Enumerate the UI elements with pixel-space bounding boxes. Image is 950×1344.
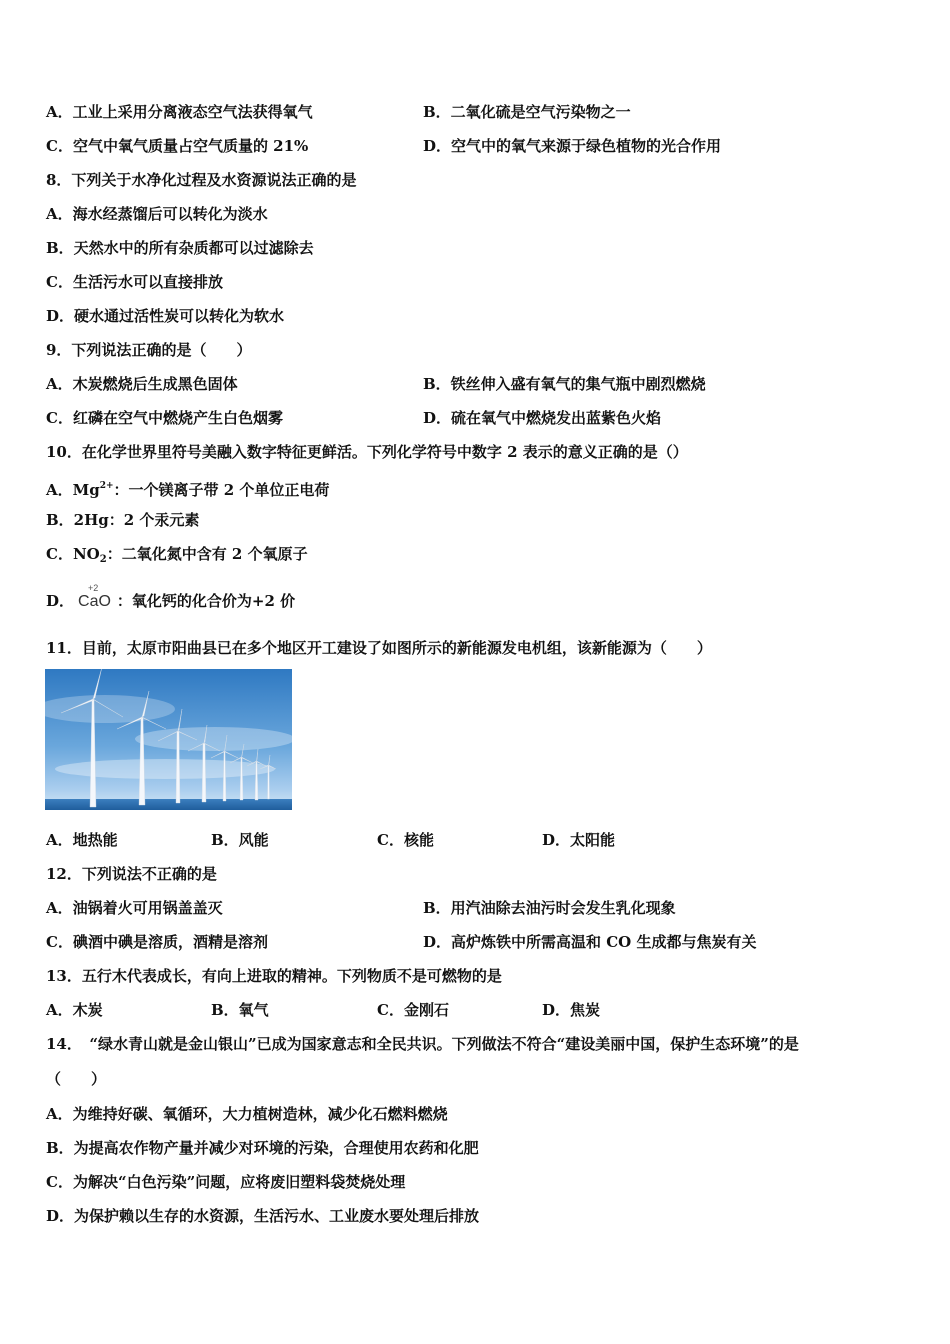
q10-option-d-prefix: D． (46, 592, 75, 610)
q9-option-a: A．木炭燃烧后生成黑色固体 (46, 375, 238, 393)
q7-option-c: C．空气中氧气质量占空气质量的 21% (46, 137, 309, 155)
q14-option-c: C．为解决“白色污染”问题，应将废旧塑料袋焚烧处理 (46, 1173, 406, 1191)
q10-option-c (46, 544, 308, 570)
q13-option-b: B．氧气 (211, 1001, 269, 1019)
q8-option-b: B．天然水中的所有杂质都可以过滤除去 (46, 239, 314, 257)
q8-option-c: C．生活污水可以直接排放 (46, 273, 223, 291)
q12-option-a: A．油锅着火可用锅盖盖灭 (46, 899, 223, 917)
q11-stem: 11．目前，太原市阳曲县已在多个地区开工建设了如图所示的新能源发电机组，该新能源为（ ） (46, 639, 712, 657)
cao-formula-text: CaO (78, 593, 111, 610)
q10-option-a (46, 476, 329, 500)
q13-option-a: A．木炭 (46, 1001, 103, 1019)
q11-option-a: A．地热能 (46, 831, 118, 849)
q14-option-d: D．为保护赖以生存的水资源，生活污水、工业废水要处理后排放 (46, 1207, 480, 1225)
q9-option-d: D．硫在氧气中燃烧发出蓝紫色火焰 (423, 409, 662, 427)
q14-stem: 14． “绿水青山就是金山银山”已成为国家意志和全民共识。下列做法不符合“建设美丽中国，保护生态环境”的是 (46, 1035, 799, 1053)
cao-valence: +2 (88, 583, 99, 593)
q13-stem: 13．五行木代表成长，有向上进取的精神。下列物质不是可燃物的是 (46, 967, 502, 985)
q12-option-row-1 (46, 898, 676, 918)
q10-option-a-prefix: A．Mg (46, 481, 100, 499)
q12-option-d: D．高炉炼铁中所需高温和 CO 生成都与焦炭有关 (423, 933, 757, 951)
wind-turbine-image (45, 669, 292, 810)
q12-option-row-2 (46, 932, 757, 952)
q10-option-a-text: ：一个镁离子带 2 个单位正电荷 (113, 481, 330, 499)
q10-option-a-charge: 2+ (99, 481, 114, 491)
q14-option-b: B．为提高农作物产量并减少对环境的污染，合理使用农药和化肥 (46, 1139, 479, 1157)
q10-option-c-text: ：二氧化氮中含有 2 个氧原子 (106, 545, 308, 563)
q10-option-c-prefix: C．NO (46, 545, 100, 563)
q11-option-d: D．太阳能 (542, 831, 616, 849)
cao-formula (78, 583, 111, 612)
q9-option-row-1 (46, 374, 706, 394)
q12-option-c: C．碘酒中碘是溶质，酒精是溶剂 (46, 933, 268, 951)
q13-option-d: D．焦炭 (542, 1001, 601, 1019)
q9-option-c: C．红磷在空气中燃烧产生白色烟雾 (46, 409, 283, 427)
q9-option-b: B．铁丝伸入盛有氧气的集气瓶中剧烈燃烧 (423, 375, 706, 393)
q10-option-b: B．2Hg：2 个汞元素 (46, 511, 200, 529)
q10-option-d (46, 583, 296, 612)
q14-option-a: A．为维持好碳、氧循环，大力植树造林，减少化石燃料燃烧 (46, 1105, 448, 1123)
q14-stem-bracket: （ ） (46, 1070, 107, 1088)
q12-option-b: B．用汽油除去油污时会发生乳化现象 (423, 899, 676, 917)
q8-option-a: A．海水经蒸馏后可以转化为淡水 (46, 205, 268, 223)
q11-option-b: B．风能 (211, 831, 269, 849)
q13-option-c: C．金刚石 (377, 1001, 449, 1019)
q7-option-row-1 (46, 102, 631, 122)
q8-option-d: D．硬水通过活性炭可以转化为软水 (46, 307, 285, 325)
q12-stem: 12．下列说法不正确的是 (46, 865, 217, 883)
q9-option-row-2 (46, 408, 662, 428)
q8-stem: 8．下列关于水净化过程及水资源说法正确的是 (46, 171, 357, 189)
q7-option-row-2 (46, 136, 722, 156)
q9-stem: 9．下列说法正确的是（ ） (46, 341, 252, 359)
q7-option-a: A．工业上采用分离液态空气法获得氧气 (46, 103, 313, 121)
q7-option-d: D．空气中的氧气来源于绿色植物的光合作用 (423, 137, 722, 155)
q11-option-c: C．核能 (377, 831, 434, 849)
q7-option-b: B．二氧化硫是空气污染物之一 (423, 103, 631, 121)
q10-stem: 10．在化学世界里符号美融入数字特征更鲜活。下列化学符号中数字 2 表示的意义正确的是（） (46, 443, 688, 461)
q10-option-c-subscript: 2 (99, 554, 107, 565)
q10-option-d-text: ：氧化钙的化合价为+2 价 (116, 592, 296, 610)
